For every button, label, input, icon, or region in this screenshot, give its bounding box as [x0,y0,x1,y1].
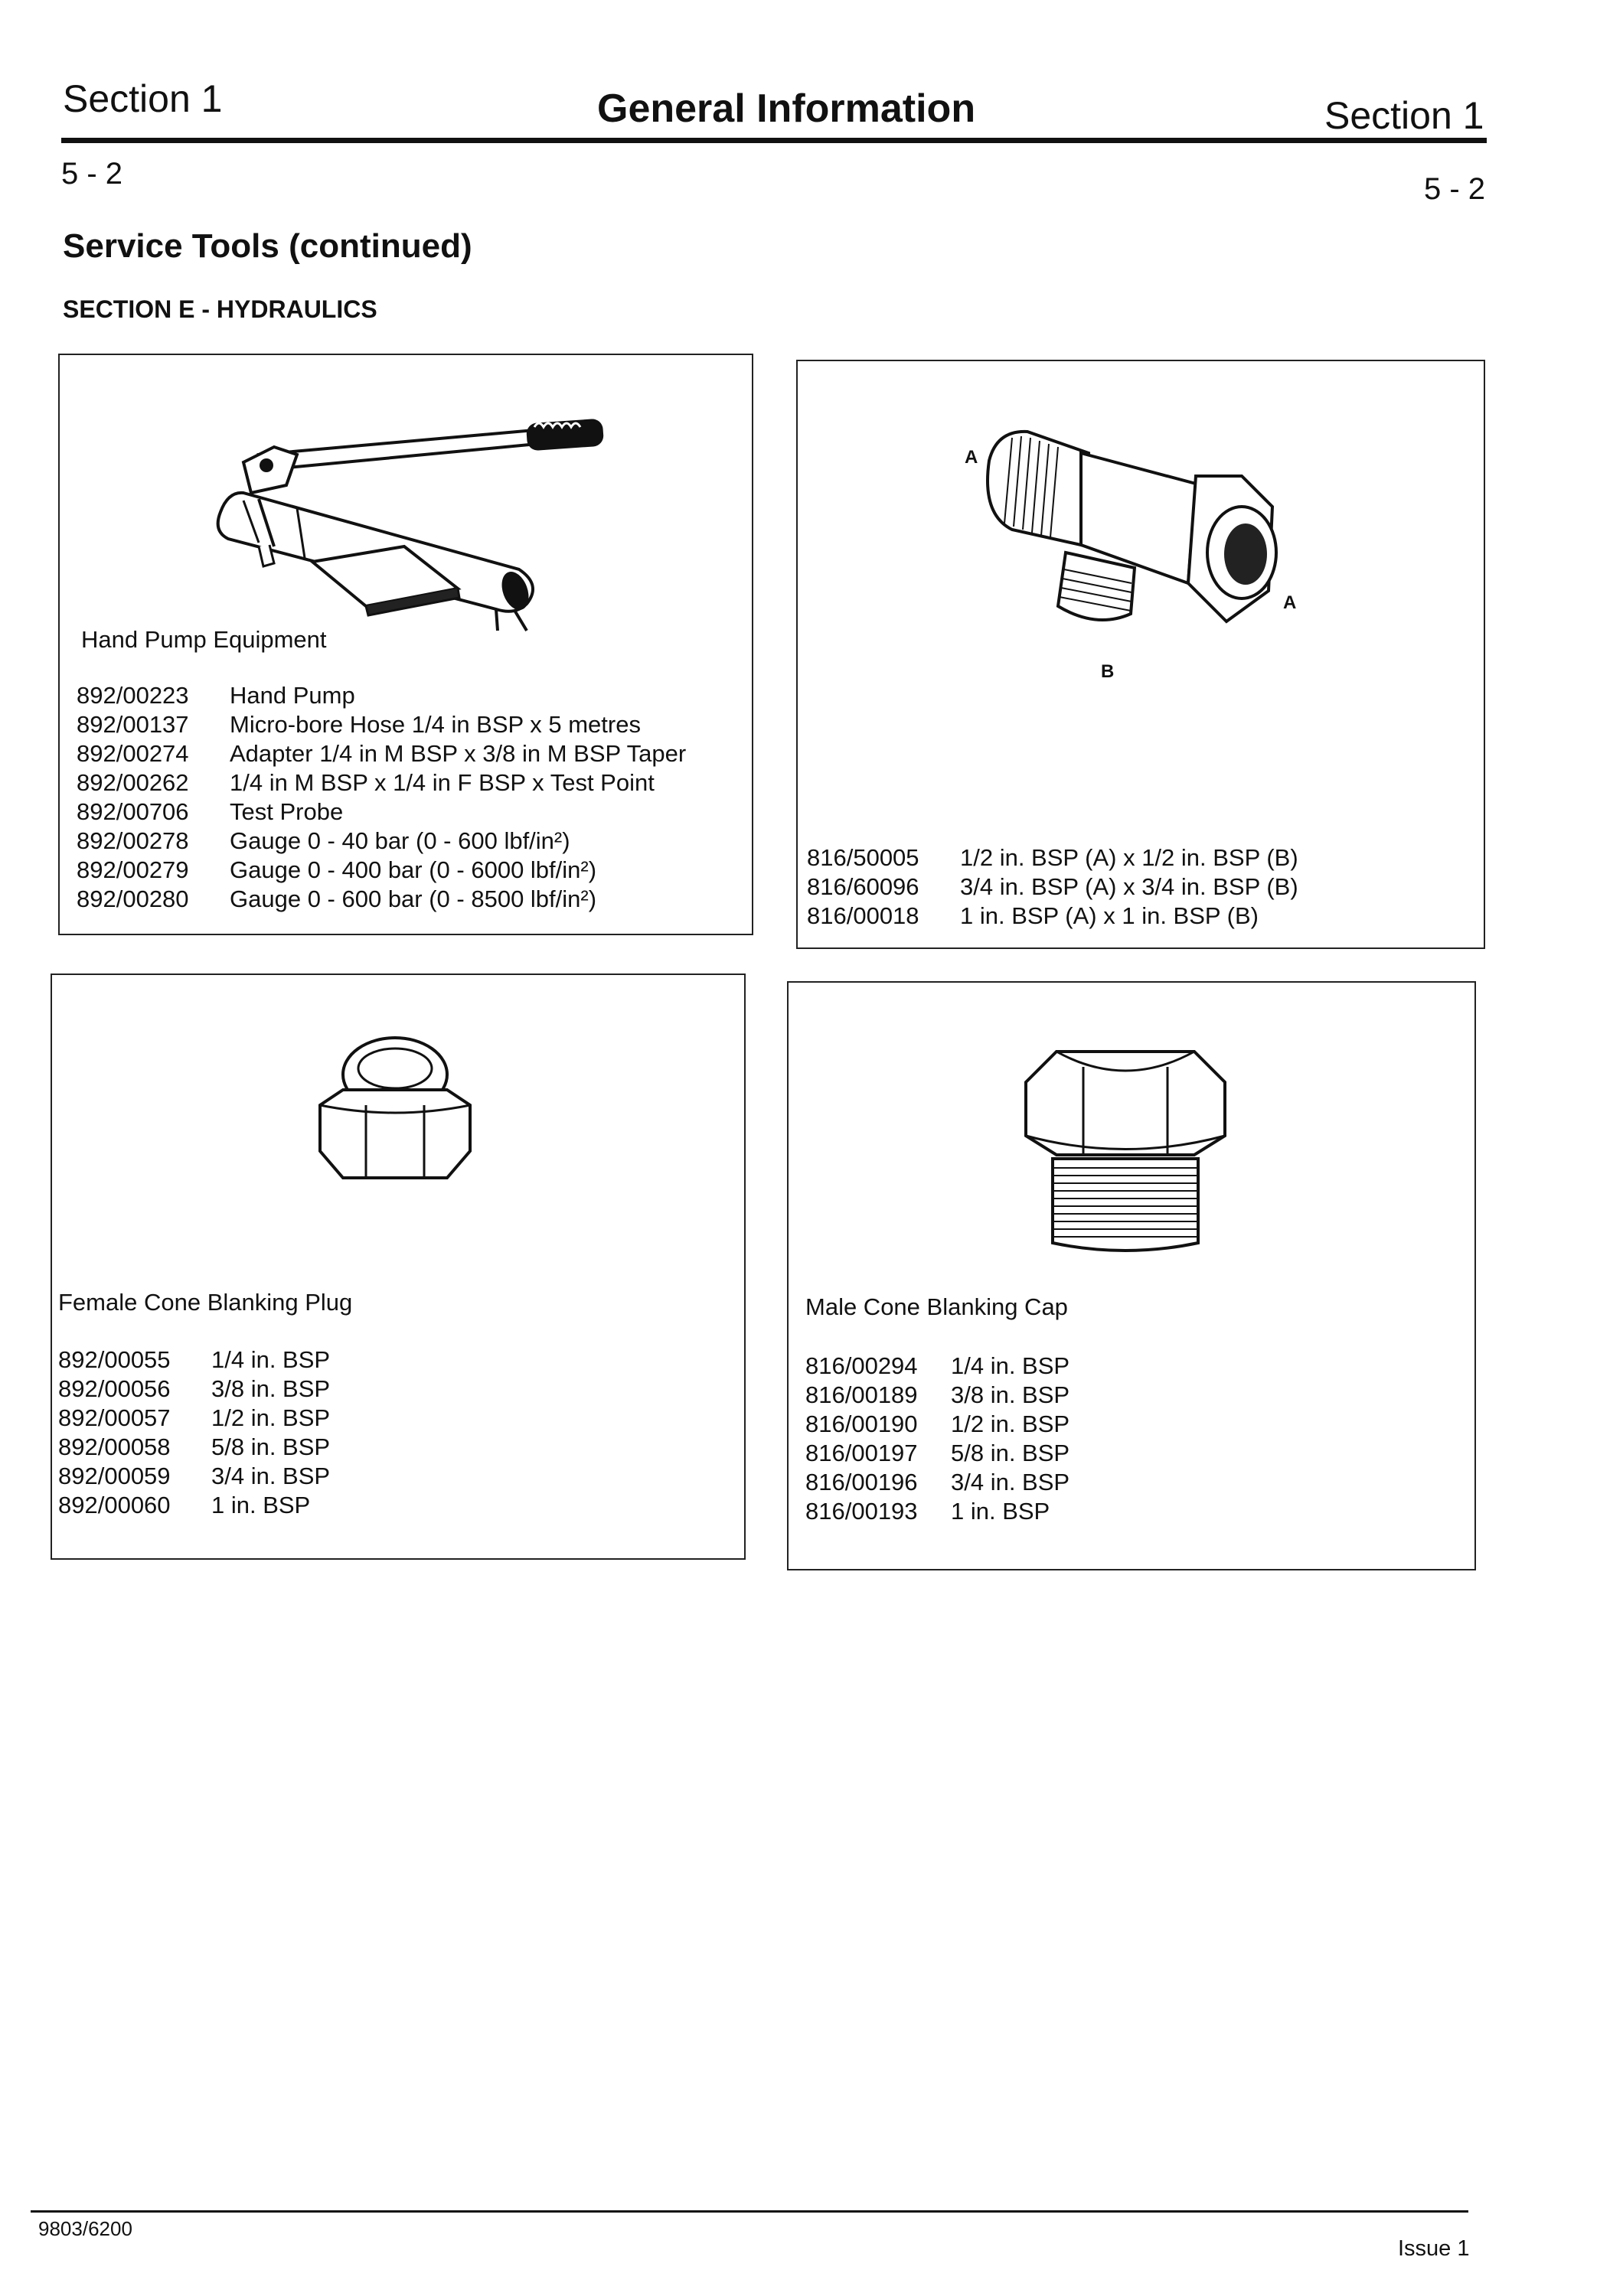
part-number: 892/00057 [58,1404,171,1431]
hand-pump-panel [58,354,753,935]
part-number: 892/00060 [58,1492,171,1518]
male-cap-illustration [1011,1036,1240,1258]
part-number: 892/00274 [77,740,189,767]
list-item [77,739,686,768]
document-number: 9803/6200 [38,2217,132,2240]
part-description: 1/4 in M BSP x 1/4 in F BSP x Test Point [230,769,655,796]
part-number: 892/00055 [58,1346,171,1373]
part-number: 892/00279 [77,856,189,883]
part-number: 892/00137 [77,711,189,738]
part-number: 816/00193 [805,1498,918,1525]
list-item [77,797,686,827]
list-item [58,1433,330,1462]
part-number: 816/50005 [807,844,919,871]
female-plug-illustration [297,1021,496,1205]
part-description: 1/4 in. BSP [951,1352,1070,1379]
part-description: Hand Pump [230,682,355,709]
part-description: 5/8 in. BSP [211,1433,331,1460]
page-title: Service Tools (continued) [63,227,472,265]
part-description: 3/8 in. BSP [951,1381,1070,1408]
label-b: B [1101,661,1115,682]
part-description: Gauge 0 - 600 bar (0 - 8500 lbf/in²) [230,885,597,912]
part-number: 816/00196 [805,1469,918,1495]
male-cap-caption: Male Cone Blanking Cap [805,1293,1068,1320]
part-description: 1 in. BSP [951,1498,1050,1525]
part-number: 892/00706 [77,798,189,825]
part-description: Gauge 0 - 40 bar (0 - 600 lbf/in²) [230,827,570,854]
part-number: 816/00018 [807,902,919,929]
male-cap-panel [787,981,1476,1570]
list-item [807,902,1298,931]
section-label-right: Section 1 [1324,94,1484,137]
part-description: 1 in. BSP [211,1492,311,1518]
part-description: 3/4 in. BSP (A) x 3/4 in. BSP (B) [960,873,1298,900]
list-item [805,1439,1069,1468]
section-label-left: Section 1 [63,77,223,120]
list-item [805,1352,1069,1381]
part-description: 1/2 in. BSP [951,1411,1070,1437]
part-number: 892/00058 [58,1433,171,1460]
list-item [77,827,686,856]
header-title: General Information [597,86,976,131]
part-description: Test Probe [230,798,344,825]
list-item [77,856,686,885]
label-a-right: A [1283,592,1297,613]
part-description: 1/2 in. BSP [211,1404,331,1431]
part-description: 1/2 in. BSP (A) x 1/2 in. BSP (B) [960,844,1298,871]
issue-label: Issue 1 [1398,2236,1470,2261]
list-item [58,1345,330,1375]
list-item [805,1381,1069,1410]
list-item [807,843,1298,872]
part-number: 892/00056 [58,1375,171,1402]
hand-pump-caption: Hand Pump Equipment [81,626,327,653]
part-description: 3/4 in. BSP [951,1469,1070,1495]
list-item [58,1491,330,1520]
page-number-left: 5 - 2 [61,157,123,191]
part-number: 816/00189 [805,1381,918,1408]
list-item [805,1497,1069,1526]
list-item [805,1468,1069,1497]
hand-pump-illustration [213,401,642,638]
hand-pump-parts-list [77,681,686,914]
part-description: 3/4 in. BSP [211,1463,331,1489]
part-description: 3/8 in. BSP [211,1375,331,1402]
female-plug-panel [51,974,746,1560]
footer-rule [31,2210,1468,2213]
list-item [58,1462,330,1491]
part-description: Gauge 0 - 400 bar (0 - 6000 lbf/in²) [230,856,597,883]
tee-adapter-panel [796,360,1485,949]
list-item [77,681,686,710]
page-number-right: 5 - 2 [1424,172,1486,206]
list-item [58,1404,330,1433]
label-a-left: A [965,447,978,468]
part-description: Adapter 1/4 in M BSP x 3/8 in M BSP Taper [230,740,687,767]
section-subtitle: SECTION E - HYDRAULICS [63,295,377,323]
list-item [807,872,1298,902]
list-item [77,768,686,797]
part-number: 892/00059 [58,1463,171,1489]
part-number: 816/60096 [807,873,919,900]
female-plug-parts-list [58,1345,330,1520]
list-item [77,885,686,914]
part-number: 892/00262 [77,769,189,796]
part-number: 892/00280 [77,885,189,912]
part-number: 892/00223 [77,682,189,709]
list-item [805,1410,1069,1439]
part-number: 816/00294 [805,1352,918,1379]
female-plug-caption: Female Cone Blanking Plug [58,1289,353,1316]
tee-adapter-parts-list [807,843,1298,931]
male-cap-parts-list [805,1352,1069,1526]
part-description: 5/8 in. BSP [951,1440,1070,1466]
part-description: 1/4 in. BSP [211,1346,331,1373]
list-item [58,1375,330,1404]
list-item [77,710,686,739]
part-number: 816/00197 [805,1440,918,1466]
part-description: 1 in. BSP (A) x 1 in. BSP (B) [960,902,1259,929]
part-number: 816/00190 [805,1411,918,1437]
part-number: 892/00278 [77,827,189,854]
tee-adapter-illustration [966,422,1311,698]
part-description: Micro-bore Hose 1/4 in BSP x 5 metres [230,711,641,738]
header-rule [61,138,1487,143]
